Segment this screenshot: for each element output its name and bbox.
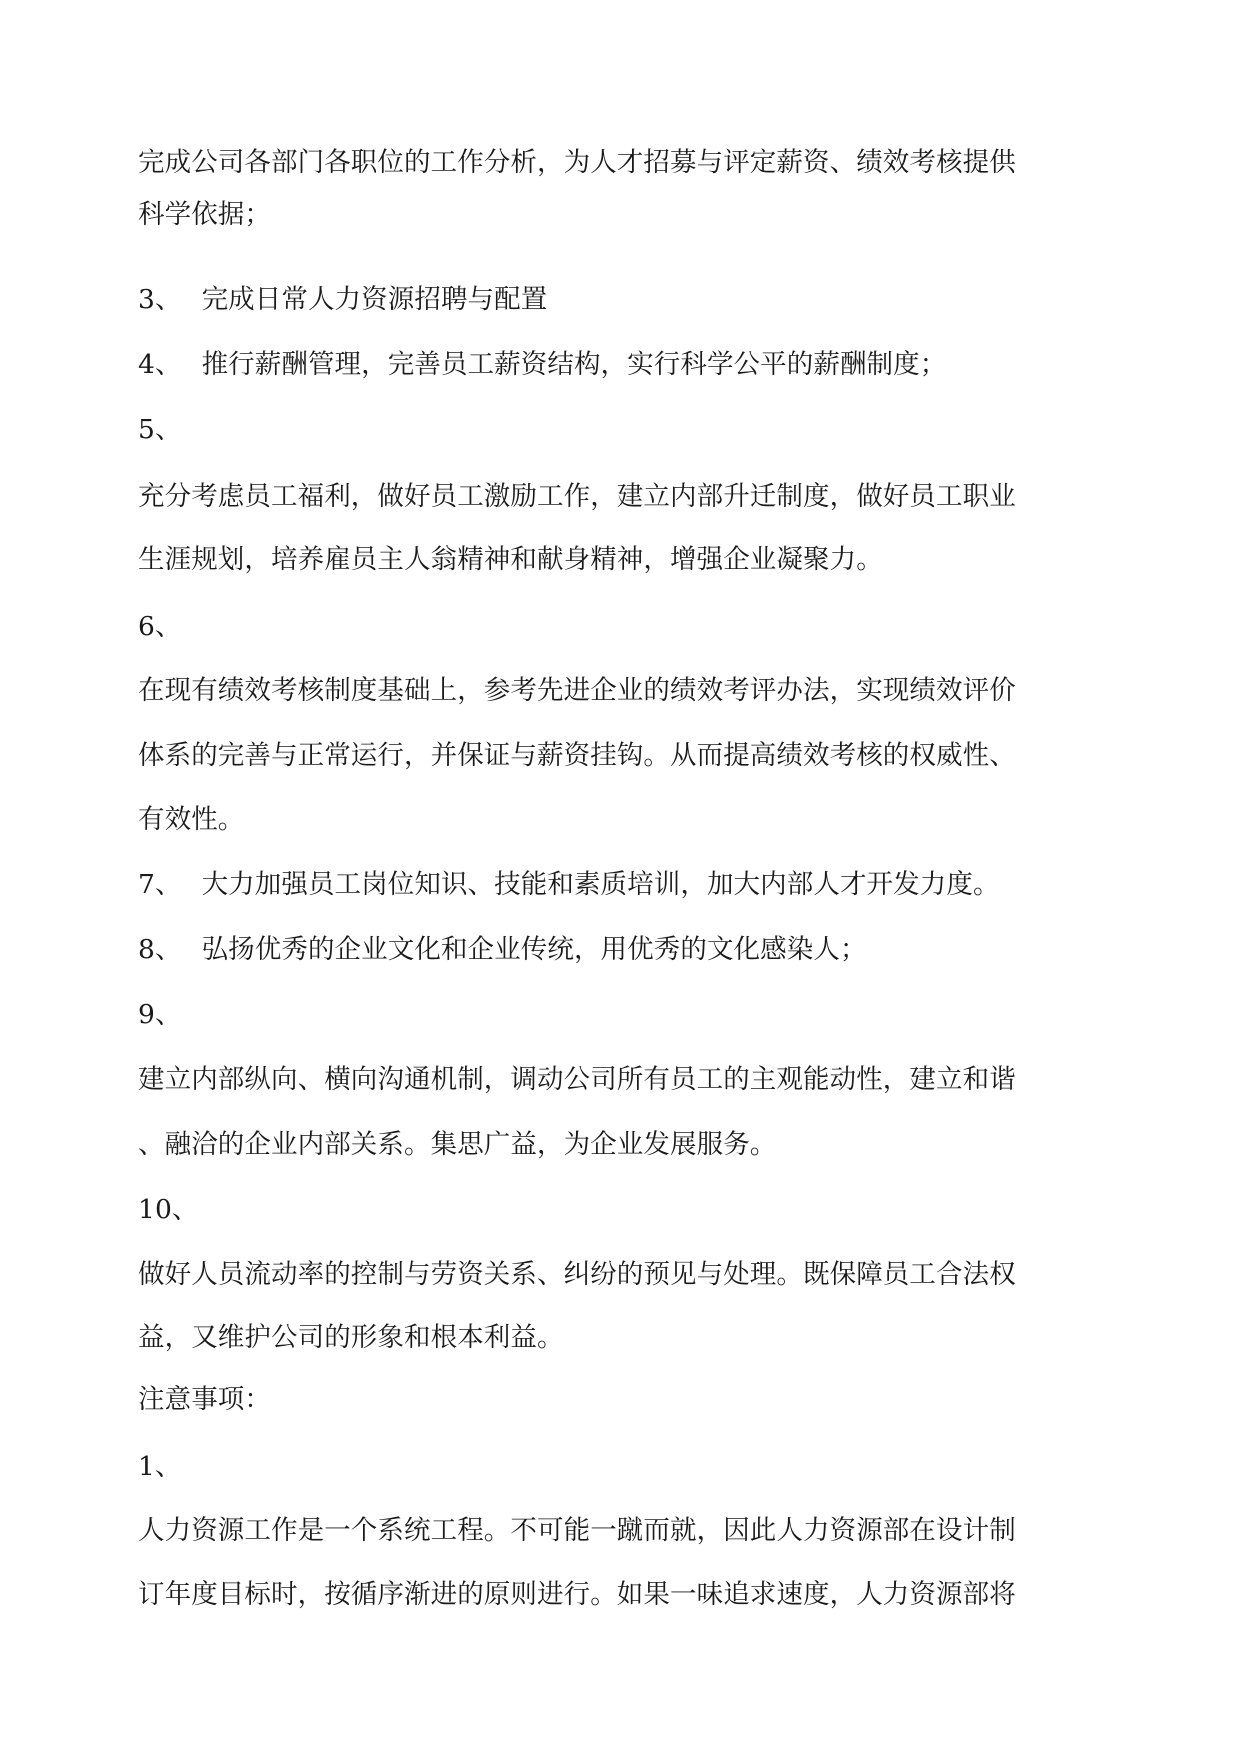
line-text: 有效性。	[138, 804, 245, 835]
text-line	[138, 865, 1118, 905]
item-number: 3、	[138, 284, 182, 315]
item-number: 7、	[138, 869, 182, 900]
line-text: 订年度目标时，按循序渐进的原则进行。如果一味追求速度，人力资源部将	[138, 1579, 1016, 1610]
item-number: 4、	[138, 349, 182, 380]
text-line	[138, 800, 1118, 840]
item-number: 5、	[138, 414, 182, 445]
line-text: 充分考虑员工福利，做好员工激励工作，建立内部升迁制度，做好员工职业	[138, 481, 1016, 512]
line-text: 大力加强员工岗位知识、技能和素质培训，加大内部人才开发力度。	[201, 869, 1000, 900]
text-line	[138, 1447, 1118, 1487]
line-text: 益，又维护公司的形象和根本利益。	[138, 1322, 564, 1353]
text-line	[138, 1318, 1118, 1358]
text-line	[138, 477, 1118, 517]
text-line	[138, 540, 1118, 580]
text-line	[138, 1511, 1118, 1551]
line-text: 、融洽的企业内部关系。集思广益，为企业发展服务。	[138, 1129, 777, 1160]
line-text: 建立内部纵向、横向沟通机制，调动公司所有员工的主观能动性，建立和谐	[138, 1064, 1016, 1095]
line-text: 完成公司各部门各职位的工作分析，为人才招募与评定薪资、绩效考核提供	[138, 147, 1016, 178]
text-line	[138, 1060, 1118, 1100]
text-line	[138, 345, 1118, 385]
text-line	[138, 1125, 1118, 1165]
line-text: 科学依据；	[138, 199, 271, 230]
line-text: 生涯规划，培养雇员主人翁精神和献身精神，增强企业凝聚力。	[138, 544, 883, 575]
text-line	[138, 1575, 1118, 1615]
text-line	[138, 195, 1118, 235]
text-line	[138, 736, 1118, 776]
text-line	[138, 930, 1118, 970]
text-line	[138, 1380, 1118, 1420]
text-line	[138, 671, 1118, 711]
line-text: 人力资源工作是一个系统工程。不可能一蹴而就，因此人力资源部在设计制	[138, 1515, 1016, 1546]
text-line	[138, 1190, 1118, 1230]
line-text: 弘扬优秀的企业文化和企业传统，用优秀的文化感染人；	[201, 934, 867, 965]
line-text: 推行薪酬管理，完善员工薪资结构，实行科学公平的薪酬制度；	[201, 349, 947, 380]
line-text: 体系的完善与正常运行，并保证与薪资挂钩。从而提高绩效考核的权威性、	[138, 740, 1016, 771]
text-line	[138, 280, 1118, 320]
item-number: 1、	[138, 1451, 182, 1482]
item-number: 6、	[138, 611, 182, 642]
line-text: 在现有绩效考核制度基础上，参考先进企业的绩效考评办法，实现绩效评价	[138, 675, 1016, 706]
text-line	[138, 143, 1118, 183]
line-text: 做好人员流动率的控制与劳资关系、纠纷的预见与处理。既保障员工合法权	[138, 1259, 1016, 1290]
text-line	[138, 410, 1118, 450]
line-text: 注意事项：	[138, 1384, 271, 1415]
item-number: 8、	[138, 934, 182, 965]
text-line	[138, 995, 1118, 1035]
text-line	[138, 607, 1118, 647]
text-line	[138, 1255, 1118, 1295]
item-number: 10、	[138, 1194, 199, 1225]
line-text: 完成日常人力资源招聘与配置	[201, 284, 548, 315]
item-number: 9、	[138, 999, 182, 1030]
